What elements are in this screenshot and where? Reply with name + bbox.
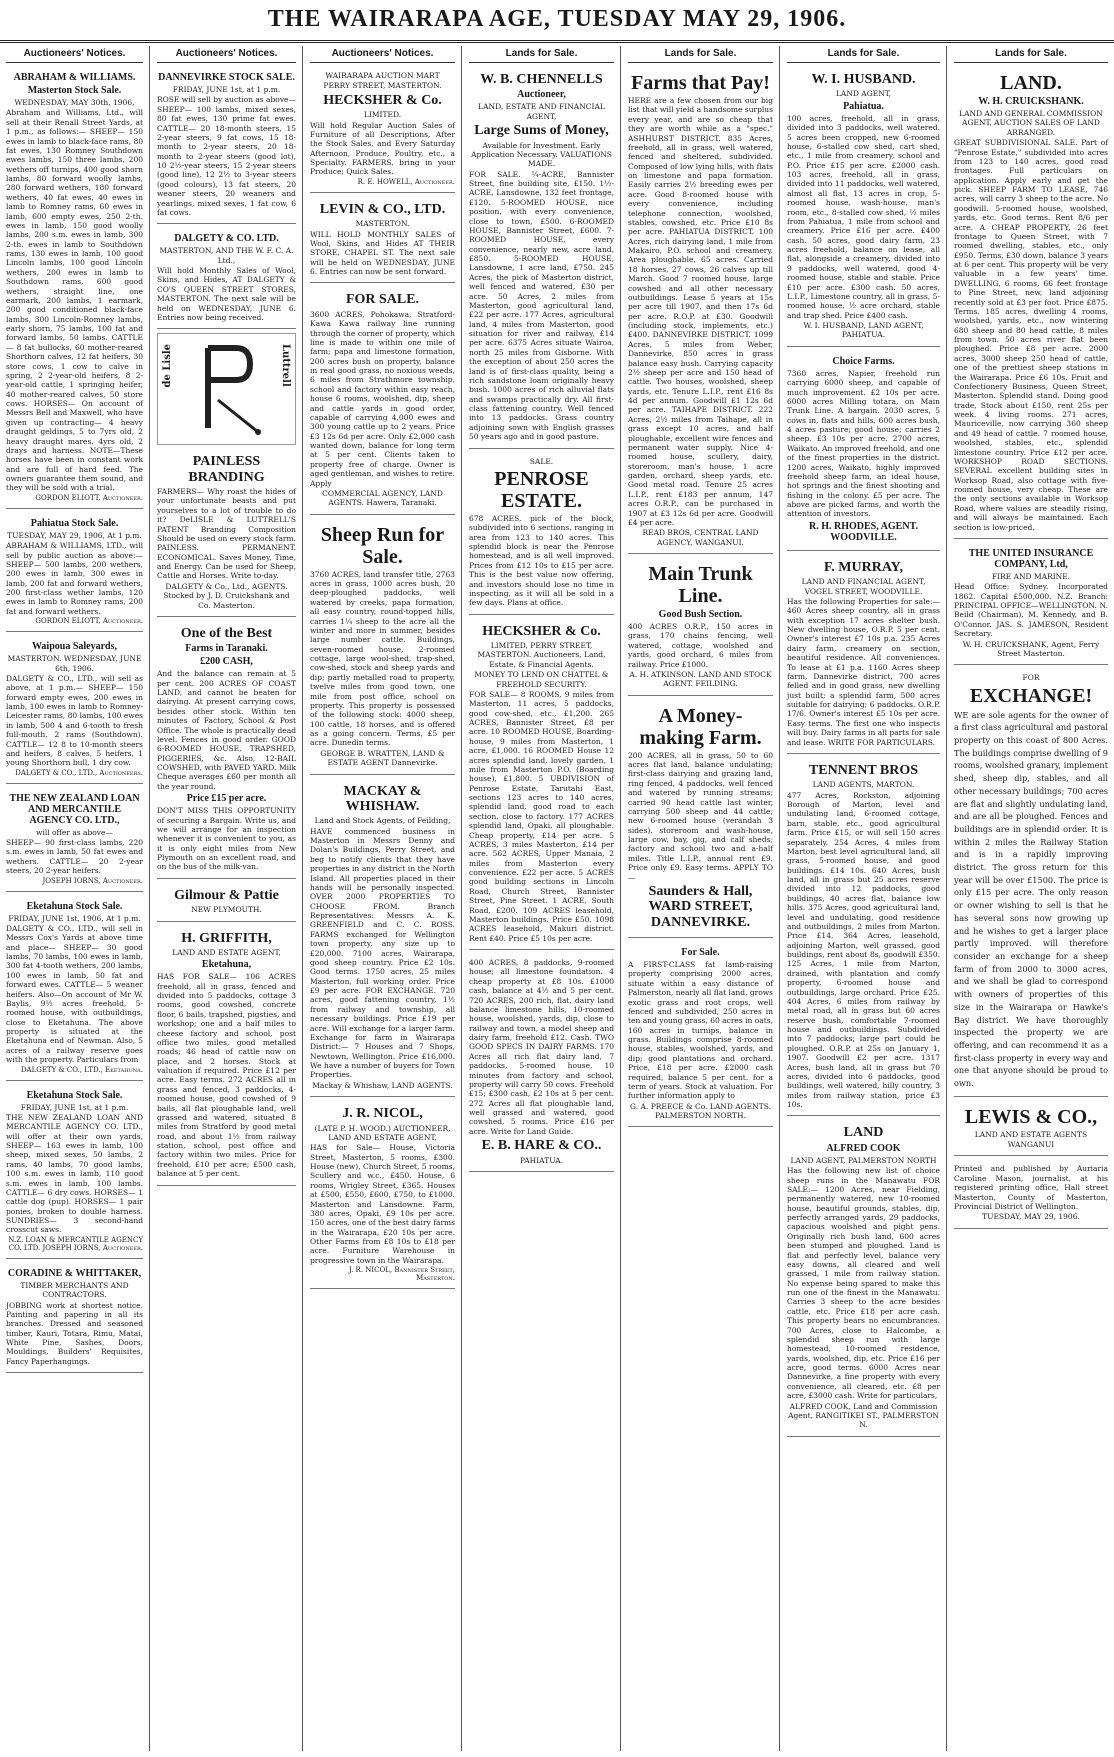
imprint-date: TUESDAY, MAY 29, 1906. (982, 1212, 1080, 1222)
ad-signature: COMMERCIAL AGENCY, LAND AGENTS. Hawera, Taranaki. (322, 488, 443, 508)
ad-body: 100 acres, freehold, all in grass, divided into 3 paddocks, well watered. 5 acres been cropped, new 6-roomed house, 6-stalled cow shed, cart shed, etc., 1 mile from creamery, school and P.O. Price £15 per acre. £2000 cash. 103 acres, freehold, all in grass, divided into 11 paddocks, well watered, almost all flat, 13 acres in crop, 5-roomed house, wash-house, man's room, etc., 8-stalled cow shed, ½ miles from Pahiatua, 1 mile from school and creamery. Price £16 per acre. £400 cash. 50 acres, good dairy farm, 23 acres freehold, balance on lease, all flat, alongside a creamery, divided into 9 paddocks, well watered, good 4-roomed house, stable and stable. Price £10 per acre. £300 cash. 50 acres, L.I.P., Limestone country, all in grass, 5-roomed house, ½ acre orchard, stable and trap shed. Price £400 cash. (787, 113, 940, 320)
ad-subtitle: Land and Stock Agents, of Feilding, (314, 816, 451, 826)
notice-block (157, 228, 296, 329)
notice-heading: Pahiatua Stock Sale. (30, 517, 119, 529)
tennent-ad (787, 758, 940, 1117)
ad-signature: W. I. HUSBAND, LAND AGENT, PAHIATUA. (803, 321, 924, 340)
ad-place: Pahiatua. (843, 100, 884, 112)
column-heading: Lands for Sale. (469, 46, 614, 63)
notice-body: ABRAHAM & WILLIAMS, LTD., will sell by public auction as above:— SHEEP— 500 lambs, 200 wethers, 200 ewes in lamb, 300 ewes in lamb, 200 fat and forward wethers, 200 first-class wether lambs, 120 ewes in lamb to Romney rams, 200 fat and forward wethers. (6, 541, 143, 616)
ad-body: 200 ACRES, all in grass, 50 to 60 acres flat land, balance undulating; first-class dairying and grazing land, ring fenced, 4 paddocks, well fenced and watered by running streams; carried 90 head cattle last winter, carrying 500 sheep and 44 cattle; new 6-roomed house (verandah 3 sides), storeroom and wash-house, large cow, bay, gig, and calf sheds; factory and school two and a-half miles. Title L.I.P., annual rent £9. Price only £9. Easy terms. APPLY TO— (628, 750, 773, 882)
notice-block (6, 513, 143, 632)
ad-subtitle: Good Bush Section. (658, 609, 743, 620)
ad-title: A Money-making Farm. (639, 704, 762, 749)
ad-subtitle: LAND AGENT, PALMERSTON NORTH (790, 1155, 937, 1165)
ad-place: WANGANUI (1007, 1140, 1055, 1150)
ad-title: PENROSE ESTATE. (494, 467, 589, 512)
brand-label-left: de Lisle (162, 344, 173, 388)
ad-body: HERE are a few chosen from our big list that will yield a handsome surplus every year, and are so cheap that they are worth while as a "spec." ASHHURST DISTRICT. 835 Acres, freehold, all in grass, well watered, fenced and sheltered, subdivided. Composed of low lying hills, with flats on limestone and papa formation. Easily carries 2½ breeding ewes per acre. Good 8-roomed house with every convenience, including telephone connection, woolshed, stables, cowshed, etc. Price £10 8s per acre. PAHIATUA DISTRICT. 100 Acres, rich dairying land, 1 mile from Makairo, P.O. school and creamery. Area ploughable, 65 acres. Carried 18 horses, 27 cows, 26 calves up till March. Good 7 roomed house, large cowshed and all other necessary outbuildings. Lease 5 years at 15s per acre till 1907, and then 17s 6d per acre. R.O.P. at £30. Goodwill (including stock, implements, etc.) £400. DANNEVIRKE DISTRICT. 1099 Acres, 5 miles from Weber, Dannevirke, 850 acres in grass balance easy bush. Carrying capacity 2½ sheep per acre and 150 head of cattle. Two houses, woolshed, sheep yards, etc. Tenure L.I.P., rent £16 8s 4d per annum. Goodwill £1 12s 6d per acre. TAIHAPE DISTRICT. 222 Acres, 2½ miles from Taihape, all in grass except 10 acres, and half ploughable, excellent wire fences and permanent water supply. Nice 4-roomed house, scullery, dairy, storeroom, man's house, 1 acre garden, orchard, sheep yards, etc. Good metal road. Tenure 25 acres L.I.P., rent £183 per annum, 147 acres O.R.P., can be purchased in 1907 at £3 12s 6d per acre. Goodwill £4 per acre. (628, 96, 773, 527)
ad-subtitle: LAND AGENT, (835, 89, 892, 99)
ad-title: EXCHANGE! (969, 684, 1093, 707)
column-3 (304, 46, 462, 1751)
column-heading: Auctioneers' Notices. (6, 46, 143, 63)
notice-subheading: Masterton Stock Sale. (27, 85, 122, 96)
notice-date: TIMBER MERCHANTS AND CONTRACTORS. (20, 1280, 129, 1300)
ad-name: ALFRED COOK (826, 1142, 901, 1154)
preece-ad (628, 942, 773, 1127)
ad-body: Will hold Regular Auction Sales of Furniture of all Descriptions, After the Stock Sales, and Every Saturday Afternoon, Produce, Poultry, etc., a Specialty. FARMERS, bring in your Produce; Quick Sales. (310, 120, 455, 177)
for-sale-ad (310, 287, 455, 514)
ad-title: J. R. NICOL, (342, 1106, 423, 1122)
lewis-ad (954, 1101, 1108, 1157)
notice-signature: DALGETY & CO., LTD., Auctioneers. (15, 768, 143, 777)
ad-signature: GEORGE B. WRATTEN, LAND & ESTATE AGENT Dannevirke. (320, 748, 445, 768)
ad-body: HAS FOR SALE— 106 ACRES freehold, all in grass, fenced and divided into 5 paddocks, cottage 3 rooms, good cowshed, concrete floor, 6 bails, trapshed, pigsties, and workshop; one and a half miles to cheese factory and school, post office two miles, good metalled roads; 46 head of cattle now on place, and 2 horses. Stock at valuation if required. Price £12 per acre. Easy terms. 272 ACRES all in grass and fenced, 3 paddocks, 4-roomed house, good cowshed of 9 bails, all flat ploughable land, well grassed and watered, situated 8 miles from Stratford by good metal road, and about 1½ from railway station, school, post office and factory within two miles. Price for freehold, £10 per acre; £500 cash, balance at 5 per cent. (157, 972, 296, 1179)
notice-heading: Eketahuna Stock Sale. (26, 900, 123, 912)
ad-price: Price £15 per acre. (186, 793, 267, 805)
gilmour-pattie-ad (157, 883, 296, 922)
column-heading: Auctioneers' Notices. (157, 46, 296, 63)
notice-date: will offer as above— (36, 827, 113, 837)
ad-body: WILL HOLD MONTHLY SALES of Wool, Skins, and Hides AT THEIR STORE, CHAPEL ST. The next sale will be held on WEDNESDAY, JUNE 6. Entries can now be sent forward. (310, 229, 455, 277)
column-heading: Auctioneers' Notices. (310, 46, 455, 63)
imprint (954, 1160, 1108, 1228)
ad-signature: ALFRED COOK, Land and Commission Agent, RANGITIKEI ST., PALMERSTON N. (788, 1401, 939, 1430)
ad-signature: Saunders & Hall, WARD STREET, DANNEVIRKE. (648, 883, 753, 930)
ad-subtitle-2: LAND, ESTATE AND FINANCIAL AGENT, (478, 102, 605, 121)
notice-date: FRIDAY, JUNE 1st, 1906, At 1 p.m. (8, 913, 141, 923)
ad-title: F. MURRAY, (824, 559, 903, 575)
branding-iron-icon (188, 340, 266, 436)
ad-title: LAND. (1000, 72, 1062, 94)
ad-signature: R. E. HOWELL, Auctioneer. (357, 177, 455, 186)
ad-subtitle: Auctioneer, (517, 89, 566, 101)
ad-title: HECKSHER & Co. (482, 623, 601, 639)
ad-title: Sheep Run for Sale. (320, 523, 445, 568)
column-4 (463, 46, 621, 1751)
notice-date: TUESDAY, MAY 29, 1906, At 1 p.m. (7, 530, 142, 540)
penrose-ad (469, 453, 614, 615)
brand-label-right: Luttrell (280, 344, 291, 388)
ad-body: HAVE commenced business in Masterton in Messrs Denny and Dolan's Buildings, Perry Street, and beg to notify clients that they have properties in any district in the North Island. All properties placed in their hands will be personally inspected. OVER 2000 PROPERTIES TO CHOOSE FROM. Branch Representatives: Messrs A. K. GREENFIELD and C. C. ROSS. FARMS exchanged for Wellington town property, any size up to £20,000. 7100 acres, Wairarapa, good sheep country. Price £2 10s. Good terms. 1750 acres, 25 miles Masterton, full working order. Price £9 per acre. FOR EXCHANGE. 720 acres, good fattening country, 1½ from railway and township, all necessary buildings. Price £19 per acre. Will exchange for a larger farm. Exchange for farm in Wairarapa District:— 7 Houses and 7 Shops, Newtown, Wellington. Price £16,000. We have a number of buyers for Town Properties. (310, 826, 455, 1080)
column-heading: Lands for Sale. (954, 46, 1108, 63)
money-farm-ad (628, 700, 773, 938)
notice-heading: Waipoua Saleyards, (31, 641, 118, 653)
newspaper-title: THE WAIRARAPA AGE, TUESDAY MAY 29, 1906. (267, 6, 847, 32)
ad-body: FOR SALE— 8 ROOMS, 9 miles from Masterton, 11 acres, 5 paddocks, good cow-shed, etc., £1,200. 265 ACRES, Bannister Street, £8 per acre. 10 ROOMED HOUSE, Boarding-house, 9 miles from Masterton, 1 acre, £1,000. 16 ROOMED House 12 acres splendid land, lovely garden, 1 mile from Masterton P.O. (Boarding house), £1,800. 5 UBDIVISION of Penrose Estate, Tarutahi East, sections 123 acres to 140 acres, splendid land, good road to each section, close to factory. 177 ACRES splendid land, Opaki, all ploughable. Cheap property, £14 per acre. 5 ACRES, 3 miles Masterton, £14 per acre. 562 ACRES, Upper Manaia, 2 miles from Masterton every convenience. £22 per acre. 5 ACRES good building sections in Lincoln Road, Church Street, Bannister Street, Pine Street. 1 ACRE, South Road, £200. 109 ACRES leasehold, Masterton buildings. Price £50. 1098 ACRES leasehold, Makuri district. Rent £40. Price £5 10s per acre. (469, 689, 614, 943)
ad-signature: J. R. NICOL, Bannister Street, Masterton. (348, 1266, 455, 1283)
ad-banner: SALE. (529, 456, 554, 466)
taranaki-farm-ad (157, 621, 296, 879)
ad-subtitle: LAND AGENTS, MARTON. (812, 780, 915, 790)
hecksher-mart-ad (310, 67, 455, 193)
notice-body: DALGETY & CO., LTD., will sell as above, at 1 p.m.— SHEEP— 150 forward empty ewes, 200 ewes in lamb, 100 ewes in lamb to Romney-Leicester rams, 80 lambs, 100 ewes in lamb, 500 4 and 6-tooth to fresh full-mouth, 2 rams (Southdown). CATTLE— 12 8 to 10-month steers and heifers, 8 calves, 5 heifers, 1 young Shorthorn bull, 1 dry cow. (6, 673, 143, 768)
notice-heading: DALGETY & CO. LTD. (174, 233, 279, 245)
notice-body: THE NEW ZEALAND LOAN AND MERCANTILE AGENCY CO. LTD., will offer at their own yards, SHEEP— 163 ewes in lamb, 100 sheep, mixed sexes, 50 lambs, 2 rams, 40 lambs, 70 good lambs, 100 s.m. ewes in lamb, 110 good s.m. ewes in lamb, 100 lambs. CATTLE— 6 dry cows. HORSES— 1 cattle dog (pup). HORSES— 1 pair ponies, broken to double harness. SUNDRIES— 3 second-hand crosscut saws. (6, 1112, 143, 1235)
ad-title: THE UNITED INSURANCE COMPANY, Ltd, (968, 547, 1094, 570)
notice-heading: ABRAHAM & WILLIAMS. (13, 72, 136, 83)
column-heading: Lands for Sale. (787, 46, 940, 63)
notice-signature: N.Z. LOAN & MERCANTILE AGENCY CO. LTD. JOSEPH IORNS, Auctioneer. (8, 1235, 143, 1252)
ad-subtitle: LAND AND ESTATE AGENT, (172, 947, 281, 957)
ad-body: 477 Acres, Rockston, adjoining Borough of Marton, level and undulating land, 6-roomed cottage, barn, stable, etc., good agricultural farm. Price £15, or will sell 150 acres separately. 254 Acres, 4 miles from Marton, best level agricultural land, all grass, 5-roomed house, and good buildings. £14 10s. 640 Acres, bush land, all in grass but 25 acres reserve divided into 12 paddocks, good buildings, 40 acres flat, balance low hills. 375 Acres, good agricultural land, level and undulating, good residence and outbuildings, 2 miles from Marton. Price £14. 364 Acres, leasehold, adjoining Marton, well grassed, good buildings, rent about 8s, goodwill £350. 125 Acres, 1 mile from Marton, drained, with plantation and comfy property, 6-roomed house and outbuildings, large orchard. Price £25. 404 Acres, 6 miles from railway by metal road, all in grass but 60 acres reserve bush, comfortable 7-roomed house and outbuildings. Subdivided into 7 paddocks; large part could be ploughed. O.R.P. at 25s on January 1, 1907. Goodwill £2 per acre. 1317 Acres, bush land, all in grass but 70 acres, divided into 6 paddocks, good buildings, well watered, hilly country, 3 miles from railway station, price £3 10s. (787, 790, 940, 1110)
notice-date: MASTERTON, AND THE W. F. C. A. Ltd., (159, 246, 294, 265)
ad-title: For Sale. (681, 947, 720, 959)
ad-body: And the balance can remain at 5 per cent. 200 ACRES OF COAST LAND, and cannot be beaten for dairying. At present carrying cows, besides other stock. Within ten minutes of Factory, School & Post Office. The whole is practically dead level. Fences in good order. GOOD 6-ROOMED HOUSE, TRAPSHED, PIGGERIES, &c. Also, 12-BAIL COWSHED, with PAVED YARD. Milk Cheque averages £60 per month all the year round. (157, 669, 296, 791)
ad-body: 400 ACRES O.R.P., 150 acres in grass, 170 chains fencing, well watered, cottage, woolshed and yards, good orchard, 6 miles from railway. Price £1000. (628, 622, 773, 669)
ad-title: W. I. HUSBAND. (811, 72, 916, 87)
notice-block (157, 67, 296, 224)
ad-signature: DALGETY & Co., Ltd., AGENTS. Stocked by J. D. Cruickshank and Co. Masterton. (163, 581, 290, 610)
notice-body: Abraham and Williams, Ltd., will sell at their Renall Street Yards, at 1 p.m., as follows:— SHEEP— 150 ewes in lamb to black-face rams, 80 fat ewes, 130 Romney Southdown ewes lambs, 150 three lambs, 200 wethers off turnips, 400 good shorn lambs, 80 forward woolly lambs, 280 forward wethers, 180 forward wethers, 40 fat ewes, 40 ewes in lamb to Romney rams, 60 ewes in lamb, 600 empty ewes, 250 2-th. ewes in lamb, 150 good woolly lambs, 200 s.m. ewes in lamb, 300 2-th. ewes in lamb to Southdown rams, 130 ewes in lamb, 100 good Lincoln lambs, 100 good Lincoln wethers, 200 ewes in lamb to Southdown rams, 600 good wethers, straight line, one earmark, 200 lambs, 1 earmark, 200 good conditioned black-face lambs, 300 Lincoln-Romney lambs, early shorn, 75 lambs, 100 fat and forward lambs, 50 lambs. CATTLE— 8 fat bullocks, 60 mother-reared Shorthorn calves, 12 fat heifers, 30 store cows, 1 cow to calve in spring, 2 2-year-old heifers, 8 2-year-old cattle, 1 springing heifer, 40 mother-reared calves, 50 store cows. HORSES— On account of Messrs Bell and Maxwell, who have given up contracting— 4 heavy draught geldings, 5 to 7yrs old, 2 heavy draught mares, 4yrs old, 2 drays and harness. NOTE—These horses have been in constant work and are full of hard feed. The owners guarantee them sound, and they will be sold with a trial. (6, 108, 143, 493)
ad-subtitle: LAND AND FINANCIAL AGENT, VOGEL STREET, WOODVILLE. (801, 577, 926, 596)
ad-name: W. H. CRUICKSHANK. (978, 96, 1084, 107)
notice-date: WEDNESDAY, MAY 30th, 1906, (14, 98, 135, 107)
ad-title: LEVIN & CO., LTD. (319, 201, 446, 217)
notice-signature: GORDON ELIOTT, Auctioneer. (35, 617, 143, 626)
ad-subtitle: LIMITED, PERRY STREET, MASTERTON. Auctioneers, Land, Estate, & Financial Agents. (477, 641, 606, 669)
ad-body: HAS for Sale— House, Victoria Street, Masterton, 5 rooms, £300. House (new), Church Street, 5 rooms, Scullery and w.c., £450. House, 6 rooms, Wrigley Street, £365. Houses at £500, £550, £600, £750, to £1000. Masterton and Lansdowne. Farm, 380 acres, Opaki, £9 10s per acre. 150 acres, one of the best dairy farms in the Wairarapa, £20 10s per acre. Other Farms from £8 10s to £18 per acre. Furniture Warehouse in progressive town in the Wairarapa. (310, 1143, 455, 1265)
notice-heading: THE NEW ZEALAND LOAN AND MERCANTILE AGENCY CO. LTD., (9, 792, 140, 826)
notice-date: MASTERTON. WEDNESDAY, JUNE 6th, 1906. (7, 654, 142, 673)
main-trunk-ad (628, 558, 773, 696)
ad-avail: Available for Investment. Early Application Necessary. VALUATIONS MADE. (471, 140, 612, 169)
notice-date: FRIDAY, JUNE 1st, at 1 p.m. (172, 85, 281, 94)
ad-ltd: LIMITED. (363, 110, 402, 120)
column-6 (781, 46, 947, 1751)
ad-subtitle: MASTERTON. (355, 219, 410, 229)
ad-title: TENNENT BROS (808, 762, 919, 778)
choice-farms-ad (787, 351, 940, 551)
ad-title: Farms that Pay! (631, 72, 770, 94)
ad-title: E. B. HARE & CO.. (481, 1138, 602, 1154)
notice-date: FRIDAY, JUNE 1st, at 1 p.m. (20, 1102, 129, 1112)
ad-body: 400 ACRES, 8 paddocks, 9-roomed house; all limestone foundation. 4 cheap property at £8 10s. £1000 cash, balance at 4½ and 5 per cent. 720 ACRES, 200 rich, flat, dairy land balance limestone hills, 10-roomed house, woolshed, yards, dip, close to railway and town, a model sheep and dairy farm, freehold £12. Cash. TWO GOOD SPECS IN DAIRY FARMS. 170 Acres all rich flat dairy land, 7 paddocks, 5-roomed house, 10 minutes from factory and school, property will carry 50 cows. Freehold £15; £300 cash, £2 10s at 5 per cent. 272 Acres all flat ploughable land, well grassed and watered, good cowshed, 5 rooms. Price £16 per acre. Write for Land Guide. (469, 958, 614, 1136)
ad-body: GREAT SUBDIVISIONAL SALE. Part of "Penrose Estate," subdivided into acres from 123 to 140 acres, good road frontages. Full particulars on application. Apply early and get the pick. SHEEP FARM TO LEASE, 746 acres, will carry 3 sheep to the acre. No goodwill. 5-roomed house, woolshed, yards, etc. Good terms. Rent 8/6 per acre. A CHEAP PROPERTY, 26 feet frontage to Queen Street, with 7 roomed dwelling, stables, etc., only £950. Terms, £30 down, balance 3 years at 6 per cent. This property will be very valuable in a few years' time. DWELLING, 6 rooms, 66 feet frontage to Pine Street, new, land adjoining recently sold at £3 per foot. Price £875. Terms. 185 acres, dwelling 4 rooms, woolshed, yards, etc., now wintering 680 sheep and 80 head cattle, 8 miles from town. 50 acres river flat been ploughed. Price £8 per acre. 2000 acres, 3000 sheep 250 head of cattle, one of the prettiest sheep stations in the Wairarapa. Price £6 10s. Fruit and Confectionery Business, Queen Street, Masterton. Splendid stand. Doing good trade, Stock about £150, rent 25s per week. 4 living rooms. 271 acres, Mauriceville, now carrying 360 sheep and 49 head of cattle. 7 roomed house, woolshed, stables, etc., splendid limestone country. Price £12 per acre. WORKSHOP ROAD SECTIONS. SEVERAL excellent building sites in Worksop Road, also cottage with five-roomed house, very cheap. These are the only sections available in Worksop Road, where values are steadily rising, and will always be maintained. Each section is low-priced. (954, 138, 1108, 532)
ad-money: MONEY TO LEND ON CHATTEL & FREEHOLD SECURITY. (474, 670, 609, 689)
painless-branding-ad (157, 449, 296, 617)
ad-title: Choice Farms. (832, 355, 895, 367)
ad-subtitle: LAND AND GENERAL COMMISSION AGENT, AUCTION SALES OF LAND ARRANGED. (959, 109, 1103, 137)
ad-title: FOR SALE. (345, 292, 420, 308)
ad-title: PAINLESS BRANDING (188, 454, 265, 485)
ad-body: 678 ACRES, pick of the block, subdivided into 6 sections, ranging in area from 123 to 140 acres. This splendid block is near the Penrose homestead, and is all well improved. Prices from £12 10s to £15 per acre. This is the best value now offering, and investors should lose no time in inspecting, as it will all be sold in a few days. Plans at office. (469, 513, 614, 608)
notice-heading: Eketahuna Stock Sale. (26, 1089, 123, 1101)
sheep-run-ad (310, 519, 455, 775)
ad-signature: Mackay & Whishaw, LAND AGENTS. (312, 1080, 453, 1090)
ad-body: FARMERS— Why roast the hides of your unfortunate beasts and put yourselves to a lot of trouble to do it? DeLISLE & LUTTRELL'S PATENT Branding Composition Should be used on every stock farm. PAINLESS. PERMANENT. ECONOMICAL. Saves Money, Time, and Energy. Can be used for Sheep, Cattle and Horses. Write to-day. (157, 487, 296, 581)
ad-title: H. GRIFFITH, (181, 930, 272, 946)
notice-block (6, 788, 143, 892)
ad-subtitle: FIRE AND MARINE. (991, 571, 1071, 581)
column-5 (622, 46, 780, 1751)
ad-subtitle: PAHIATUA. (519, 1155, 564, 1165)
notice-signature: JOSEPH IORNS, Auctioneer. (42, 876, 143, 885)
ad-body: Has the following Properties for sale:— 460 Acres sheep country, all in grass with exception 17 acres shelter bush. New dwelling house, O.R.P. 5 per cent. Owner's interest £7 10s p.a. 235 Acres dairy farm, creamery on section, beautiful residence. All conveniences. To lease at £1 p.a. 1160 Acres sheep farm, Dannevirke district, 700 acres felled and in good grass, new dwelling just built; a splendid farm, 500 acres suitable for dairying; 6 paddocks. O.R.P. 17/6. Owner's interest £5 10s per acre. Easy terms. The first one who inspects will buy. Dairy farms in all parts for sale and lease. WRITE FOR PARTICULARS. (787, 596, 940, 747)
notice-block (6, 896, 143, 1081)
ad-body: 7360 acres, Napier, freehold run carrying 6000 sheep, and capable of much improvement. £2 10s per acre. 6000 acres Milling totara, on Main Trunk Line. A bargain. 2030 acres, 5 cows in, flats and hills, 600 acres bush, 4 acres pasture; good house; carries 2 sheep. £3 10s per acre. 2700 acres, Waikato. An improved freehold, and one of the finest properties in the district. 1200 acres, Waikato, highly improved freehold sheep farm, an ideal house, hot springs and the finest shooting and fishing in the colony. £5 per acre. The above are picked farms, and worth the attention of investors. (787, 368, 940, 519)
ad-title: One of the Best (180, 625, 273, 641)
column-7 (948, 46, 1114, 1751)
chennells-ad (469, 67, 614, 449)
ad-signature: R. H. RHODES, AGENT. WOODVILLE. (809, 520, 918, 543)
ad-body: FOR SALE. ¼-ACRE, Bannister Street, fine building site, £150. 1½-ACRE, Lansdowne, 132 feet frontage, £120. 5-ROOMED HOUSE, nice position, with every convenience, close to town, £500. 6-ROOMED HOUSE, Bannister Street, £600. 7-ROOMED HOUSE, every convenience, nearly new, acre land, £850. 5-ROOMED HOUSE, Lansdowne, 1 acre land, £750. 245 Acres, the pick of Masterton district, well fenced and watered, £30 per acre. 50 Acres, 2 miles from Masterton, good agricultural land, £22 per acre. 177 Acres, agricultural land, 4 miles from Masterton, good situation for river and railway, £14 per acre. 6375 Acres situate Wairoa, north 25 miles from Gisborne. With the exception of about 250 acres the land is of first-class quality, being a rich sandstone loam originally heavy bush. 1000 acres of rich alluvial flats and swamps practically dry. All first-class fattening country. Well fenced into 13 paddocks. Grass country adjoining sown with English grasses 50 years ago and in good pasture. (469, 169, 614, 442)
notice-signature: DALGETY & CO., LTD., Eketahuna. (20, 1065, 143, 1074)
ad-body: Has the following new list of choice sheep runs in the Manawatu FOR SALE:— 1200 Acres, near Fielding, permanently watered, new 10-roomed house, beautiful grounds, stables, dip, perfectly arranged yards, 29 paddocks, capacious woolshed and pight pens. Originally rich bush land, 600 acres been stumped and ploughed. Land is flat and perfectly level, balance very easy downs, all cleared and well grassed, 1 mile from railway station. No expense being spared to make this run one of the finest in the Manawatu. Carries 3 sheep to the acre besides cattle, etc. Price £18 per acre cash. This property bears no encumbrances. 700 Acres, close to Halcombe, a splendid sheep run with large homestead, 10-roomed residence, yards, woolshed, dip, etc. Price £16 per acre, good terms. 6000 Acres near Dannevirke, a fine property with every convenience, all cleared, etc. £8 per acre, £3000 cash. Write for particulars, (787, 1166, 940, 1401)
notice-block (6, 1263, 143, 1373)
ad-place: Eketahuna, (201, 959, 252, 971)
ad-body: WE are sole agents for the owner of a first class agricultural and pastoral property on this coast of 800 Acres. The buildings comprise dwelling of 9 rooms, woolshed granary, implement shed, sheep dip, stables, and all other necessary buildings; 700 acres are flat and slightly undulating land, and are all be ploughed. Fences and buildings are in splendid order. It is within 2 miles the Railway Station and is in a rapidly improving district. The gross return for this year will be over £1500. The price is only £15 per acre. The only reason or owner wishing to sell is that he has several sons now growing up and he wishes to get a larger place partly improved. will therefore consider an exchange for a sheep farm of from 2000 to 3000 acres, and we shall be glad to correspond with owners of properties of this size in the Wairarapa or Hawke's Bay district. We have thoroughly inspected the property we are offering, and can recommend it as a first-class property in every way and one that anyone should be proud to own. (954, 709, 1108, 1089)
ad-title: W. B. CHENNELLS (480, 72, 603, 87)
column-heading: Lands for Sale. (628, 46, 773, 63)
ad-subtitle: Farms in Taranaki. (185, 643, 268, 655)
ad-body: A FIRST-CLASS fat lamb-raising property comprising 2000 acres, situate within a easy distance of Palmerston, nearly all flat land, grows exotic grass and root crops, well fenced and subdivided, 250 acres in ten and young grass, 60 acres in oats, 160 acres in turnips, balance in grass. Buildings comprise 8-roomed house, stables, woolshed, yards, and dip; good plantations and orchard. Price, £18 per acre. £2000 cash required, balance 5 per cent. for a term of years. Stock at valuation. For further information apply to (628, 960, 774, 1101)
page-columns (0, 46, 1114, 1751)
notice-body: JOBBING work at shortest notice. Painting and papering in all its branches. Dressed and seasoned timber, Kauri, Totara, Rimu, Matai, White Pine, Sashes, Doors, Mouldings, Builders' Requisites, Fancy Paperhangings. (6, 1300, 143, 1366)
ad-signature: READ BROS, CENTRAL LAND AGENCY, WANGANUI. (642, 528, 759, 547)
imprint-body: Printed and published by Auriaria Caroline Mason, journalist, at his registered printing office, Hall street Masterton, County of Masterton, Provincial District of Wellington. (954, 1164, 1108, 1211)
ad-pre: FOR (1022, 673, 1040, 683)
ad-tail: DON'T MISS THIS OPPORTUNITY of securing a Bargain. Write us, and we will arrange for an inspection whenever it is convenient to you, as it is only eight miles from New Plymouth on an excellent road, and on the bus of the milk-van. (157, 806, 296, 872)
exchange-ad (954, 669, 1108, 1096)
levin-ad (310, 197, 455, 284)
griffith-ad (157, 926, 296, 1186)
notice-block (6, 636, 143, 784)
cruickshank-land-ad (954, 67, 1108, 539)
hecksher-land-ad (469, 619, 614, 950)
ad-title: Gilmour & Pattie (174, 887, 279, 903)
ad-cash: £200 CASH, (200, 656, 253, 668)
ad-subtitle: (LATE P. H. WOOD.) AUCTIONEER, LAND AND ESTATE AGENT, (314, 1123, 451, 1142)
column-2 (151, 46, 303, 1751)
ad-signature: W. H. CRUICKSHANK, Agent, Ferry Street Masterton. (962, 639, 1100, 658)
notice-heading: CORADINE & WHITTAKER, (7, 1267, 142, 1279)
notice-block (6, 67, 143, 509)
branding-iron-illustration (157, 333, 296, 445)
notice-body: ROSE will sell by auction as above— SHEEP— 100 lambs, mixed sexes, 80 fat ewes, 130 prime fat ewes. CATTLE— 20 18-month steers, 15 2-year steers, 9 fat cows, 15 18-month to 2-year steers, 20 18-month to 2-year steers (good lot), 10 2½-year steers, 15 2-year steers (good line), 12 2½ to 3-year steers (good colours), 13 fat steers, 20 weaner steers, 20 weaners and yearlings, mixed sexes, 1 fat cow, 6 fat cows. (157, 95, 296, 217)
ad-title: LAND (843, 1125, 884, 1141)
ad-body: Head Office: Sydney. Incorporated 1862. Capital £500,000. N.Z. Branch: PRINCIPAL OFFICE—WELLINGTON. N. Beild (Chairman), M. Kennedy, and B. O'Connor. JAS. S. JAMESON, Resident Secretary. (954, 582, 1108, 639)
ad-signature: A. H. ATKINSON. LAND AND STOCK AGENT. FEILDING. (629, 669, 772, 689)
masthead (0, 0, 1114, 43)
husband-ad (787, 67, 940, 347)
nicol-ad (310, 1101, 455, 1289)
united-insurance-ad (954, 543, 1108, 665)
notice-heading: DANNEVIRKE STOCK SALE. (158, 72, 295, 83)
ad-subtitle: LAND AND ESTATE AGENTS (974, 1129, 1088, 1139)
farms-that-pay-ad (628, 67, 773, 554)
ad-title: LEWIS & CO., (964, 1105, 1098, 1128)
notice-signature: GORDON ELIOTT, Auctioneer. (35, 493, 143, 502)
notice-body: Will hold Monthly Sales of Wool, Skins, and Hides, AT DALGETY & CO'S QUEEN STREET STORES, MASTERTON. The next sale will be held on WEDNESDAY, JUNE 6. Entries now being received. (157, 266, 296, 322)
ad-top: WAIRARAPA AUCTION MART (325, 71, 440, 80)
ad-large: Large Sums of Money, (474, 123, 609, 139)
ad-subtitle: PERRY STREET, MASTERTON. (323, 81, 442, 91)
murray-ad (787, 555, 940, 754)
ad-body: 3760 ACRES, land transfer title, 2763 acres in grass, 1000 acres bush, 20 deep-ploughed paddocks, well watered by creeks, papa formation, all easy country, round-topped hills, carries 1¼ sheep to the acre all the winter and more in summer, besides large number cattle. Buildings, seven-roomed house, 2-roomed cottage, large wool-shed, trap-shed, cow-shed, stock and sheep yards and dip; partly metalled road to property, twelve miles from good town, one mile from post office, school on property. This property is possessed of the following stock: 4000 sheep, 100 cattle, 18 horses, and is offered as a going concern. Terms, £5 per acre. Dunedin terms. (310, 569, 455, 748)
ad-signature: G. A. PREECE & Co. LAND AGENTS. PALMERSTON NORTH. (630, 1101, 771, 1121)
notice-body: SHEEP— 90 first-class lambs, 220 s.m. ewes in lamb, 50 fat ewes and wethers. CATTLE— 20 2-year steers, 20 2-year heifers. (6, 838, 143, 876)
notice-body: DALGETY & CO., LTD., will sell in Messrs Cox's Yards at above time and place— SHEEP— 30 good lambs, 70 lambs, 100 ewes in lamb, 300 fat 4-tooth wethers, 200 lambs, 100 ewes in lamb, 50 fat and forward ewes. CATTLE— 5 weaner heifers. Also—On account of Mr W. Baylis, 9½ acres freehold, 5-roomed house, with outbuildings, close to Eketahuna. The above property is situated at the Eketahuna end of Newman. Also, 5 acres of a railway reserve goes with the property. Particulars from (6, 923, 143, 1065)
ad-title: MACKAY & WHISHAW. (343, 783, 422, 814)
ad-title: Main Trunk Line. (648, 563, 753, 607)
ad-title: HECKSHER & Co. (323, 92, 442, 108)
ad-body: 3600 ACRES, Pohokawa, Stratford-Kawa Kawa railway line running through the corner of property, which line is made to within one mile of farm; papa and limestone formation, 200 acres bush on property, balance in real good grass, no noxious weeds, 6 miles from Strathmore township, school and factory within easy reach, house 6 rooms, woolshed, dip, sheep and cattle yards in good order, capable of carrying 4,000 ewes and 300 young cattle up to 2 years. Price £3 12s 6d per acre. Only £2,000 cash wanted down, balance for long term at 5 per cent. Clients taken to property free of charge. Owner is aged gentleman, and wishes to retire. Apply (310, 309, 455, 488)
alfred-cook-ad (787, 1120, 940, 1436)
hare-ad (469, 954, 614, 1172)
column-1 (0, 46, 150, 1751)
notice-block (6, 1085, 143, 1259)
ad-subtitle: NEW PLYMOUTH. (191, 905, 262, 915)
mackay-whishaw-ad (310, 779, 455, 1098)
